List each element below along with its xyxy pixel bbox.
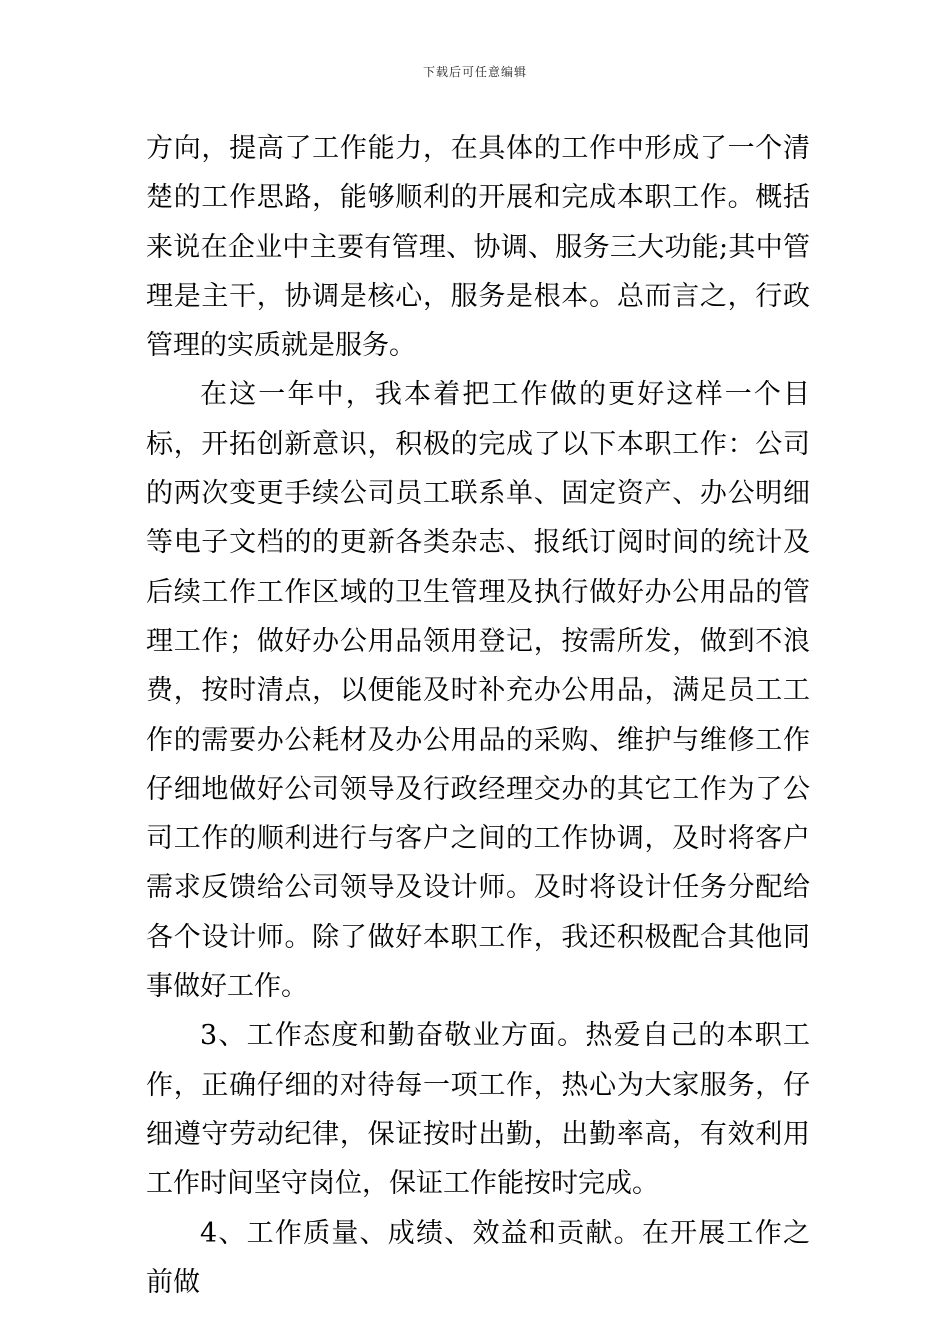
page-header: 下载后可任意编辑 xyxy=(422,65,527,79)
paragraph-work-summary: 在这一年中，我本着把工作做的更好这样一个目标，开拓创新意识，积极的完成了以下本职工作：公司的两次变更手续公司员工联系单、固定资产、办公明细等电子文档的的更新各类杂志、报纸订阅时间的统计及后续工作工作区域的卫生管理及执行做好办公用品的管理工作；做好办公用品领用登记，按需所发，做到不浪费，按时清点，以便能及时补充办公用品，满足员工工作的需要办公耗材及办公用品的采购、维护与维修工作仔细地做好公司领导及行政经理交办的其它工作为了公司工作的顺利进行与客户之间的工作协调，及时将客户需求反馈给公司领导及设计师。及时将设计任务分配给各个设计师。除了做好本职工作，我还积极配合其他同事做好工作。 xyxy=(146,379,810,1003)
document-body xyxy=(146,124,810,1307)
paragraph-continuation: 方向，提高了工作能力，在具体的工作中形成了一个清楚的工作思路，能够顺利的开展和完成本职工作。概括来说在企业中主要有管理、协调、服务三大功能;其中管理是主干，协调是核心，服务是根本。总而言之，行政管理的实质就是服务。 xyxy=(146,133,810,362)
paragraph-work-attitude: 3、工作态度和勤奋敬业方面。热爱自己的本职工作，正确仔细的对待每一项工作，热心为大家服务，仔细遵守劳动纪律，保证按时出勤，出勤率高，有效利用工作时间坚守岗位，保证工作能按时完成。 xyxy=(146,1020,810,1200)
paragraph-work-quality: 4、工作质量、成绩、效益和贡献。在开展工作之前做 xyxy=(146,1217,810,1298)
